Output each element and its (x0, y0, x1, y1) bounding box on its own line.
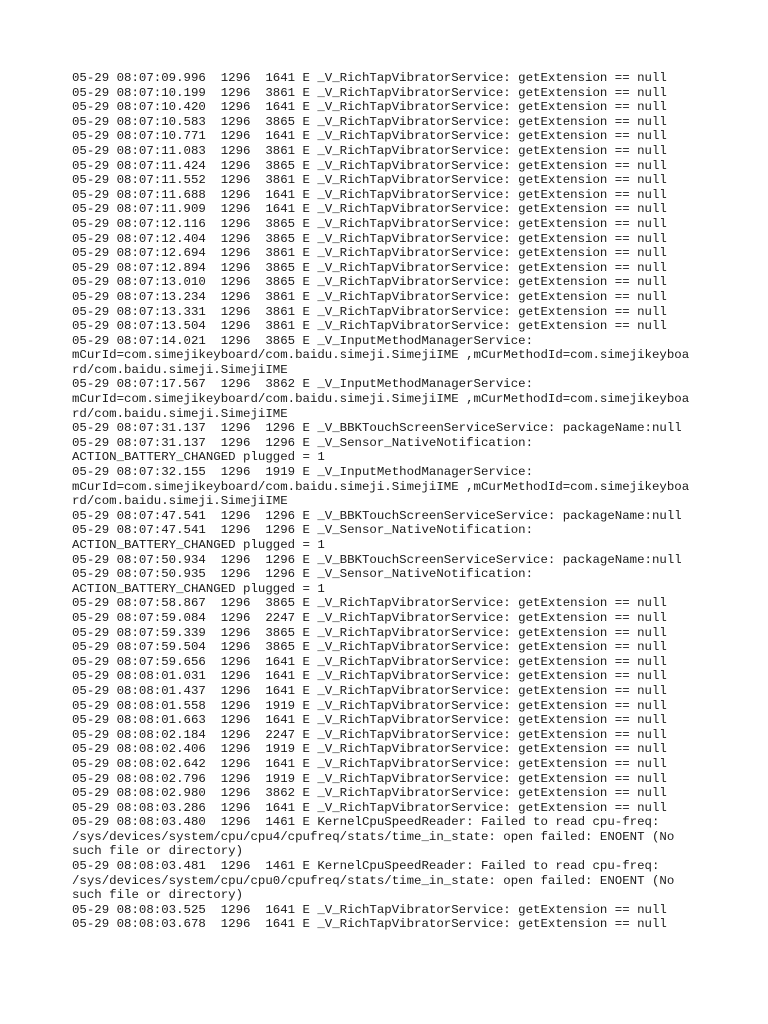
log-line: 05-29 08:07:12.404 1296 3865 E _V_RichTapVibratorService: getExtension == null (72, 231, 667, 246)
log-line: 05-29 08:07:12.694 1296 3861 E _V_RichTapVibratorService: getExtension == null (72, 246, 667, 261)
log-line: ACTION_BATTERY_CHANGED plugged = 1 (72, 538, 325, 552)
log-line: 05-29 08:08:02.642 1296 1641 E _V_RichTapVibratorService: getExtension == null (72, 756, 667, 771)
log-line: /sys/devices/system/cpu/cpu4/cpufreq/stats/time_in_state: open failed: ENOENT (No (72, 829, 675, 844)
log-line: 05-29 08:08:01.663 1296 1641 E _V_RichTapVibratorService: getExtension == null (72, 713, 667, 728)
log-line: /sys/devices/system/cpu/cpu0/cpufreq/stats/time_in_state: open failed: ENOENT (No (72, 873, 675, 888)
log-line: 05-29 08:07:59.339 1296 3865 E _V_RichTapVibratorService: getExtension == null (72, 625, 667, 640)
log-line: 05-29 08:08:01.031 1296 1641 E _V_RichTapVibratorService: getExtension == null (72, 669, 667, 684)
log-text-block (72, 71, 712, 932)
log-line: 05-29 08:08:03.525 1296 1641 E _V_RichTapVibratorService: getExtension == null (72, 902, 667, 917)
log-line: 05-29 08:08:03.481 1296 1461 E KernelCpuSpeedReader: Failed to read cpu-freq: (72, 859, 660, 874)
log-line: 05-29 08:07:10.771 1296 1641 E _V_RichTapVibratorService: getExtension == null (72, 129, 667, 144)
log-line: 05-29 08:07:58.867 1296 3865 E _V_RichTapVibratorService: getExtension == null (72, 596, 667, 611)
log-line: 05-29 08:07:13.010 1296 3865 E _V_RichTapVibratorService: getExtension == null (72, 275, 667, 290)
log-line: mCurId=com.simejikeyboard/com.baidu.simeji.SimejiIME ,mCurMethodId=com.simejikeyboa (72, 348, 690, 363)
log-line: 05-29 08:07:09.996 1296 1641 E _V_RichTapVibratorService: getExtension == null (72, 71, 667, 85)
log-line: ACTION_BATTERY_CHANGED plugged = 1 (72, 450, 325, 465)
log-line: 05-29 08:08:03.678 1296 1641 E _V_RichTapVibratorService: getExtension == null (72, 917, 667, 932)
log-line: 05-29 08:07:14.021 1296 3865 E _V_InputMethodManagerService: (72, 333, 534, 348)
log-line: 05-29 08:08:02.184 1296 2247 E _V_RichTapVibratorService: getExtension == null (72, 727, 667, 742)
log-line: 05-29 08:08:03.480 1296 1461 E KernelCpuSpeedReader: Failed to read cpu-freq: (72, 815, 660, 830)
log-line: ACTION_BATTERY_CHANGED plugged = 1 (72, 581, 325, 596)
log-line: 05-29 08:07:13.234 1296 3861 E _V_RichTapVibratorService: getExtension == null (72, 289, 667, 304)
log-line: 05-29 08:07:11.552 1296 3861 E _V_RichTapVibratorService: getExtension == null (72, 173, 667, 188)
log-line: mCurId=com.simejikeyboard/com.baidu.simeji.SimejiIME ,mCurMethodId=com.simejikeyboa (72, 392, 690, 407)
log-line: 05-29 08:07:50.934 1296 1296 E _V_BBKTouchScreenServiceService: packageName:null (72, 552, 682, 567)
log-line: 05-29 08:08:02.980 1296 3862 E _V_RichTapVibratorService: getExtension == null (72, 786, 667, 801)
log-line: 05-29 08:07:10.420 1296 1641 E _V_RichTapVibratorService: getExtension == null (72, 100, 667, 115)
log-line: 05-29 08:07:59.504 1296 3865 E _V_RichTapVibratorService: getExtension == null (72, 640, 667, 655)
log-line: 05-29 08:07:32.155 1296 1919 E _V_InputMethodManagerService: (72, 465, 534, 480)
log-line: 05-29 08:07:31.137 1296 1296 E _V_BBKTouchScreenServiceService: packageName:null (72, 421, 682, 436)
log-line: rd/com.baidu.simeji.SimejiIME (72, 494, 288, 509)
log-line: 05-29 08:07:13.504 1296 3861 E _V_RichTapVibratorService: getExtension == null (72, 319, 667, 334)
log-line: 05-29 08:07:10.199 1296 3861 E _V_RichTapVibratorService: getExtension == null (72, 85, 667, 100)
log-line: 05-29 08:07:17.567 1296 3862 E _V_InputMethodManagerService: (72, 377, 534, 392)
log-line: 05-29 08:07:47.541 1296 1296 E _V_BBKTouchScreenServiceService: packageName:null (72, 508, 682, 523)
log-line: such file or directory) (72, 844, 244, 859)
log-line: rd/com.baidu.simeji.SimejiIME (72, 362, 288, 377)
log-line: 05-29 08:07:11.424 1296 3865 E _V_RichTapVibratorService: getExtension == null (72, 158, 667, 173)
log-line: rd/com.baidu.simeji.SimejiIME (72, 406, 288, 421)
log-line: 05-29 08:07:31.137 1296 1296 E _V_Sensor_NativeNotification: (72, 435, 534, 450)
log-line: 05-29 08:08:03.286 1296 1641 E _V_RichTapVibratorService: getExtension == null (72, 800, 667, 815)
log-line: 05-29 08:07:59.656 1296 1641 E _V_RichTapVibratorService: getExtension == null (72, 654, 667, 669)
log-line: 05-29 08:07:12.894 1296 3865 E _V_RichTapVibratorService: getExtension == null (72, 260, 667, 275)
log-line: 05-29 08:07:10.583 1296 3865 E _V_RichTapVibratorService: getExtension == null (72, 114, 667, 129)
log-line: 05-29 08:07:12.116 1296 3865 E _V_RichTapVibratorService: getExtension == null (72, 216, 667, 231)
log-line: 05-29 08:07:11.083 1296 3861 E _V_RichTapVibratorService: getExtension == null (72, 143, 667, 158)
log-line: 05-29 08:08:01.437 1296 1641 E _V_RichTapVibratorService: getExtension == null (72, 683, 667, 698)
log-line: 05-29 08:07:59.084 1296 2247 E _V_RichTapVibratorService: getExtension == null (72, 610, 667, 625)
log-line: 05-29 08:08:02.796 1296 1919 E _V_RichTapVibratorService: getExtension == null (72, 771, 667, 786)
log-line: 05-29 08:07:11.688 1296 1641 E _V_RichTapVibratorService: getExtension == null (72, 187, 667, 202)
log-line: 05-29 08:08:01.558 1296 1919 E _V_RichTapVibratorService: getExtension == null (72, 698, 667, 713)
log-line: 05-29 08:07:50.935 1296 1296 E _V_Sensor_NativeNotification: (72, 567, 534, 582)
log-line: 05-29 08:08:02.406 1296 1919 E _V_RichTapVibratorService: getExtension == null (72, 742, 667, 757)
log-line: 05-29 08:07:13.331 1296 3861 E _V_RichTapVibratorService: getExtension == null (72, 304, 667, 319)
log-line: 05-29 08:07:11.909 1296 1641 E _V_RichTapVibratorService: getExtension == null (72, 202, 667, 217)
log-line: mCurId=com.simejikeyboard/com.baidu.simeji.SimejiIME ,mCurMethodId=com.simejikeyboa (72, 479, 690, 494)
log-line: 05-29 08:07:47.541 1296 1296 E _V_Sensor_NativeNotification: (72, 523, 534, 538)
log-line: such file or directory) (72, 888, 244, 903)
